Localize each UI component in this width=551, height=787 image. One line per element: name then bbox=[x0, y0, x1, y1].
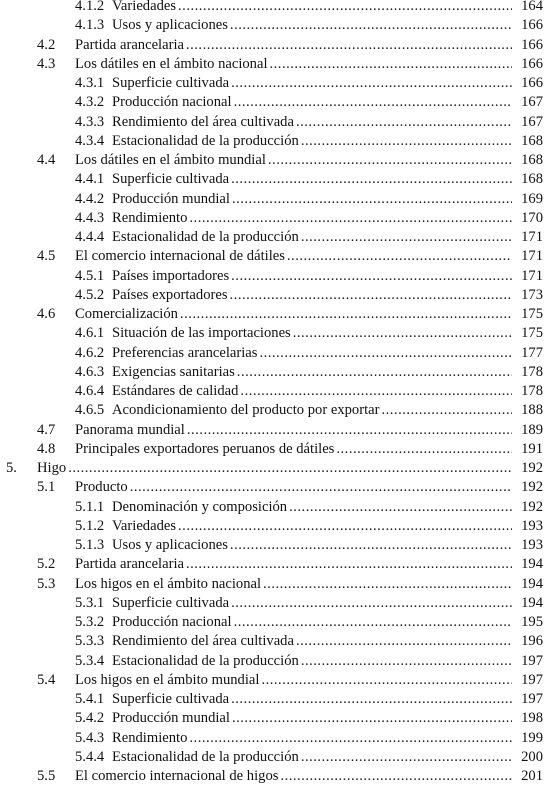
toc-entry-title: Denominación y composición bbox=[112, 498, 288, 515]
toc-entry-number: 5.4.3 bbox=[75, 729, 105, 746]
dot-leader bbox=[289, 498, 512, 517]
toc-entry[interactable] bbox=[0, 344, 551, 363]
dot-leader bbox=[232, 709, 512, 728]
toc-entry[interactable] bbox=[0, 55, 551, 74]
toc-entry-body bbox=[112, 632, 543, 651]
toc-entry-number: 4.6.1 bbox=[75, 325, 105, 342]
toc-entry-number: 5.4.2 bbox=[75, 710, 105, 727]
toc-entry[interactable] bbox=[0, 324, 551, 343]
toc-entry-body bbox=[112, 344, 543, 363]
toc-entry-body bbox=[112, 652, 543, 671]
toc-entry[interactable] bbox=[0, 729, 551, 748]
toc-entry[interactable] bbox=[0, 0, 551, 16]
toc-entry-page: 175 bbox=[521, 306, 543, 322]
toc-entry[interactable] bbox=[0, 401, 551, 420]
dot-leader bbox=[336, 440, 512, 459]
toc-entry-page: 192 bbox=[521, 460, 543, 476]
toc-entry-title: Variedades bbox=[112, 0, 177, 14]
toc-entry-title: Producción nacional bbox=[112, 94, 232, 111]
toc-entry-number: 5.4.1 bbox=[75, 691, 105, 707]
toc-entry-number: 4.5 bbox=[37, 248, 56, 265]
dot-leader bbox=[186, 555, 512, 574]
dot-leader bbox=[231, 170, 512, 189]
toc-entry-number: 4.3 bbox=[37, 55, 56, 72]
dot-leader bbox=[230, 16, 512, 35]
toc-entry-number: 4.3.3 bbox=[75, 113, 105, 130]
dot-leader bbox=[234, 613, 512, 632]
toc-entry-body bbox=[112, 729, 543, 748]
toc-entry[interactable] bbox=[0, 151, 551, 170]
toc-entry-body bbox=[112, 709, 543, 728]
toc-entry[interactable] bbox=[0, 671, 551, 690]
toc-entry-body bbox=[75, 305, 543, 324]
toc-entry-page: 194 bbox=[521, 556, 543, 573]
toc-entry-number: 4.5.1 bbox=[75, 267, 105, 284]
toc-entry-title: Países importadores bbox=[112, 267, 230, 284]
dot-leader bbox=[259, 344, 512, 363]
toc-entry-number: 5.3 bbox=[37, 575, 56, 592]
toc-entry-page: 200 bbox=[521, 748, 543, 765]
dot-leader bbox=[268, 151, 512, 170]
dot-leader bbox=[189, 729, 512, 748]
toc-entry-number: 4.5.2 bbox=[75, 286, 105, 303]
toc-entry-title: Acondicionamiento del producto por exportar bbox=[112, 402, 380, 419]
toc-entry[interactable] bbox=[0, 93, 551, 112]
dot-leader bbox=[263, 575, 512, 594]
toc-entry-number: 5.1.1 bbox=[75, 498, 105, 515]
toc-entry-number: 4.6.2 bbox=[75, 344, 105, 361]
toc-entry-body bbox=[112, 0, 543, 16]
toc-entry-page: 195 bbox=[521, 614, 543, 630]
toc-entry-page: 168 bbox=[521, 152, 543, 168]
toc-entry-body bbox=[112, 16, 543, 35]
toc-entry-page: 173 bbox=[521, 286, 543, 303]
dot-leader bbox=[240, 382, 512, 401]
toc-entry-body bbox=[112, 286, 543, 305]
toc-entry[interactable] bbox=[0, 421, 551, 440]
dot-leader bbox=[293, 324, 512, 343]
dot-leader bbox=[189, 209, 512, 228]
toc-entry-page: 197 bbox=[521, 652, 543, 669]
toc-entry-title: Principales exportadores peruanos de dátiles bbox=[75, 440, 335, 457]
toc-entry-title: Los dátiles en el ámbito nacional bbox=[75, 55, 268, 72]
toc-entry-page: 167 bbox=[521, 113, 543, 130]
dot-leader bbox=[68, 459, 512, 478]
toc-entry-page: 194 bbox=[521, 594, 543, 611]
toc-entry-number: 5.4.4 bbox=[75, 748, 105, 765]
toc-entry[interactable] bbox=[0, 440, 551, 459]
toc-entry-page: 171 bbox=[521, 267, 543, 284]
toc-entry-page: 193 bbox=[521, 517, 543, 534]
toc-entry-title: Partida arancelaria bbox=[75, 36, 184, 53]
toc-entry-title: Países exportadores bbox=[112, 286, 228, 303]
toc-entry-number: 4.6 bbox=[37, 306, 56, 322]
dot-leader bbox=[270, 55, 513, 74]
toc-entry-title: El comercio internacional de higos bbox=[75, 768, 279, 784]
toc-entry[interactable] bbox=[0, 690, 551, 709]
toc-entry[interactable] bbox=[0, 305, 551, 324]
toc-entry-number: 5.1.2 bbox=[75, 517, 105, 534]
toc-entry-title: Rendimiento del área cultivada bbox=[112, 113, 294, 130]
toc-entry[interactable] bbox=[0, 575, 551, 594]
dot-leader bbox=[301, 132, 512, 151]
toc-entry-number: 4.8 bbox=[37, 440, 56, 457]
toc-entry[interactable] bbox=[0, 632, 551, 651]
toc-entry[interactable] bbox=[0, 459, 551, 478]
toc-entry-body bbox=[112, 93, 543, 112]
toc-entry-title: Estándares de calidad bbox=[112, 383, 239, 399]
toc-entry[interactable] bbox=[0, 247, 551, 266]
toc-entry-number: 5.2 bbox=[37, 556, 56, 573]
toc-entry-body bbox=[112, 382, 543, 401]
toc-entry-number: 5.3.3 bbox=[75, 633, 105, 650]
dot-leader bbox=[231, 267, 512, 286]
toc-entry-number: 4.1.3 bbox=[75, 17, 105, 34]
toc-entry[interactable] bbox=[0, 170, 551, 189]
dot-leader bbox=[178, 517, 512, 536]
toc-entry-number: 4.6.3 bbox=[75, 363, 105, 380]
toc-entry-page: 191 bbox=[521, 440, 543, 457]
toc-entry[interactable] bbox=[0, 382, 551, 401]
toc-entry-page: 197 bbox=[521, 691, 543, 707]
toc-entry-number: 5.3.1 bbox=[75, 594, 105, 611]
toc-entry-title: Preferencias arancelarias bbox=[112, 344, 258, 361]
dot-leader bbox=[180, 305, 512, 324]
toc-entry-number: 4.4 bbox=[37, 152, 56, 168]
toc-entry-number: 4.4.2 bbox=[75, 190, 105, 207]
toc-entry-page: 167 bbox=[521, 94, 543, 111]
toc-entry-body bbox=[112, 74, 543, 93]
toc-entry-body bbox=[112, 748, 543, 767]
toc-entry[interactable] bbox=[0, 709, 551, 728]
toc-entry-page: 166 bbox=[521, 17, 543, 34]
toc-entry-number: 5.4 bbox=[37, 671, 56, 688]
toc-entry-page: 178 bbox=[521, 383, 543, 399]
toc-entry-page: 168 bbox=[521, 171, 543, 188]
toc-entry-page: 194 bbox=[521, 575, 543, 592]
dot-leader bbox=[301, 228, 512, 247]
dot-leader bbox=[381, 401, 512, 420]
dot-leader bbox=[301, 748, 512, 767]
toc-entry-number: 4.3.4 bbox=[75, 132, 105, 149]
toc-entry-page: 199 bbox=[521, 729, 543, 746]
toc-entry[interactable] bbox=[0, 652, 551, 671]
toc-entry[interactable] bbox=[0, 748, 551, 767]
toc-entry-body bbox=[112, 536, 543, 555]
toc-entry-body bbox=[112, 113, 543, 132]
toc-entry-body bbox=[75, 767, 543, 786]
toc-entry-title: Estacionalidad de la producción bbox=[112, 652, 299, 669]
toc-entry-body bbox=[112, 324, 543, 343]
toc-entry-title: Higo bbox=[37, 460, 67, 476]
dot-leader bbox=[234, 93, 512, 112]
dot-leader bbox=[232, 190, 512, 209]
toc-entry[interactable] bbox=[0, 594, 551, 613]
toc-entry-title: Superficie cultivada bbox=[112, 691, 230, 707]
toc-entry-body bbox=[75, 575, 543, 594]
toc-entry-title: Producción nacional bbox=[112, 614, 232, 630]
toc-entry-body bbox=[112, 209, 543, 228]
toc-entry-page: 171 bbox=[521, 248, 543, 265]
toc-entry-title: Usos y aplicaciones bbox=[112, 537, 228, 553]
toc-entry-title: Situación de las importaciones bbox=[112, 325, 291, 342]
toc-entry-title: Rendimiento del área cultivada bbox=[112, 633, 294, 650]
dot-leader bbox=[296, 113, 512, 132]
toc-entry[interactable] bbox=[0, 767, 551, 786]
toc-entry-title: El comercio internacional de dátiles bbox=[75, 248, 285, 265]
toc-entry-number: 4.4.1 bbox=[75, 171, 105, 188]
toc-entry-body bbox=[75, 555, 543, 574]
dot-leader bbox=[301, 652, 512, 671]
toc-entry-number: 4.7 bbox=[37, 421, 56, 438]
toc-entry[interactable] bbox=[0, 113, 551, 132]
toc-entry-title: Panorama mundial bbox=[75, 421, 185, 438]
toc-entry-body bbox=[112, 401, 543, 420]
toc-entry-number: 5.5 bbox=[37, 768, 56, 784]
toc-entry-number: 4.6.4 bbox=[75, 383, 105, 399]
dot-leader bbox=[130, 478, 512, 497]
toc-entry-number: 4.2 bbox=[37, 36, 56, 53]
toc-entry[interactable] bbox=[0, 16, 551, 35]
toc-entry-title: Rendimiento bbox=[112, 209, 188, 226]
toc-entry[interactable] bbox=[0, 613, 551, 632]
toc-entry-page: 188 bbox=[521, 402, 543, 419]
toc-entry-title: Variedades bbox=[112, 517, 177, 534]
toc-entry-page: 169 bbox=[521, 190, 543, 207]
dot-leader bbox=[230, 286, 512, 305]
dot-leader bbox=[261, 671, 512, 690]
dot-leader bbox=[296, 632, 512, 651]
toc-entry[interactable] bbox=[0, 363, 551, 382]
toc-entry-title: Comercialización bbox=[75, 306, 178, 322]
toc-entry-body bbox=[75, 671, 543, 690]
toc-entry-title: Estacionalidad de la producción bbox=[112, 748, 299, 765]
toc-entry-number: 4.3.2 bbox=[75, 94, 105, 111]
toc-entry[interactable] bbox=[0, 286, 551, 305]
toc-entry-title: Usos y aplicaciones bbox=[112, 17, 228, 34]
toc-entry-title: Partida arancelaria bbox=[75, 556, 184, 573]
toc-entry-number: 4.1.2 bbox=[75, 0, 105, 14]
toc-entry-title: Producción mundial bbox=[112, 710, 230, 727]
toc-entry-page: 175 bbox=[521, 325, 543, 342]
dot-leader bbox=[287, 247, 512, 266]
toc-entry-page: 197 bbox=[521, 671, 543, 688]
toc-entry-page: 168 bbox=[521, 132, 543, 149]
toc-entry-body bbox=[75, 55, 543, 74]
toc-entry-number: 5.1.3 bbox=[75, 537, 105, 553]
toc-entry-body bbox=[112, 267, 543, 286]
toc-entry-number: 5.3.2 bbox=[75, 614, 105, 630]
toc-entry-title: Producción mundial bbox=[112, 190, 230, 207]
toc-entry[interactable] bbox=[0, 132, 551, 151]
toc-entry-body bbox=[75, 36, 543, 55]
toc-entry-title: Estacionalidad de la producción bbox=[112, 132, 299, 149]
dot-leader bbox=[187, 421, 512, 440]
toc-entry-page: 166 bbox=[521, 55, 543, 72]
toc-entry-body bbox=[112, 613, 543, 632]
toc-entry-body bbox=[112, 498, 543, 517]
toc-entry-body bbox=[112, 594, 543, 613]
toc-entry-page: 164 bbox=[521, 0, 543, 14]
toc-entry-body bbox=[112, 228, 543, 247]
toc-entry[interactable] bbox=[0, 478, 551, 497]
toc-entry-page: 189 bbox=[521, 421, 543, 438]
toc-entry-body bbox=[75, 440, 543, 459]
dot-leader bbox=[237, 363, 512, 382]
toc-entry-body bbox=[75, 478, 543, 497]
toc-entry-title: Rendimiento bbox=[112, 729, 188, 746]
toc-entry-title: Exigencias sanitarias bbox=[112, 363, 235, 380]
toc-entry-body bbox=[112, 170, 543, 189]
toc-entry-title: Los higos en el ámbito mundial bbox=[75, 671, 260, 688]
dot-leader bbox=[178, 0, 512, 16]
toc-entry-title: Superficie cultivada bbox=[112, 75, 230, 91]
toc-entry-title: Superficie cultivada bbox=[112, 171, 230, 188]
toc-entry-body bbox=[75, 421, 543, 440]
toc-entry-title: Los higos en el ámbito nacional bbox=[75, 575, 262, 592]
toc-entry-page: 196 bbox=[521, 633, 543, 650]
dot-leader bbox=[231, 594, 512, 613]
toc-entry-title: Superficie cultivada bbox=[112, 594, 230, 611]
toc-entry-page: 171 bbox=[521, 229, 543, 245]
dot-leader bbox=[230, 536, 512, 555]
toc-entry-body bbox=[37, 459, 543, 478]
dot-leader bbox=[280, 767, 512, 786]
toc-entry-body bbox=[112, 517, 543, 536]
dot-leader bbox=[186, 36, 512, 55]
toc-entry-number: 5.1 bbox=[37, 479, 56, 496]
toc-entry-body bbox=[75, 247, 543, 266]
toc-entry-title: Producto bbox=[75, 479, 128, 496]
toc-entry-number: 4.3.1 bbox=[75, 75, 105, 91]
toc-entry[interactable] bbox=[0, 209, 551, 228]
toc-entry[interactable] bbox=[0, 267, 551, 286]
toc-entry[interactable] bbox=[0, 228, 551, 247]
toc-entry[interactable] bbox=[0, 517, 551, 536]
toc-entry-number: 4.4.3 bbox=[75, 209, 105, 226]
toc-entry-page: 178 bbox=[521, 363, 543, 380]
toc-entry-page: 166 bbox=[521, 36, 543, 53]
toc-entry-number: 5.3.4 bbox=[75, 652, 105, 669]
dot-leader bbox=[231, 690, 512, 709]
toc-entry-number: 4.4.4 bbox=[75, 229, 105, 245]
toc-entry-page: 170 bbox=[521, 209, 543, 226]
toc-entry-title: Estacionalidad de la producción bbox=[112, 229, 299, 245]
toc-entry[interactable] bbox=[0, 536, 551, 555]
toc-entry-body bbox=[112, 363, 543, 382]
toc-entry-number: 5. bbox=[6, 460, 17, 476]
dot-leader bbox=[231, 74, 512, 93]
toc-entry-body bbox=[112, 690, 543, 709]
toc-entry-page: 177 bbox=[521, 344, 543, 361]
toc-entry-page: 192 bbox=[521, 498, 543, 515]
toc-entry[interactable] bbox=[0, 36, 551, 55]
toc-entry[interactable] bbox=[0, 498, 551, 517]
toc-entry-body bbox=[75, 151, 543, 170]
toc-entry[interactable] bbox=[0, 74, 551, 93]
toc-entry[interactable] bbox=[0, 555, 551, 574]
toc-entry-title: Los dátiles en el ámbito mundial bbox=[75, 152, 266, 168]
toc-entry-body bbox=[112, 190, 543, 209]
toc-entry-body bbox=[112, 132, 543, 151]
toc-entry-page: 193 bbox=[521, 537, 543, 553]
toc-entry-page: 201 bbox=[521, 768, 543, 784]
toc-entry-number: 4.6.5 bbox=[75, 402, 105, 419]
toc-entry-page: 198 bbox=[521, 710, 543, 727]
toc-entry[interactable] bbox=[0, 190, 551, 209]
toc-entry-page: 166 bbox=[521, 75, 543, 91]
toc-entry-page: 192 bbox=[521, 479, 543, 496]
